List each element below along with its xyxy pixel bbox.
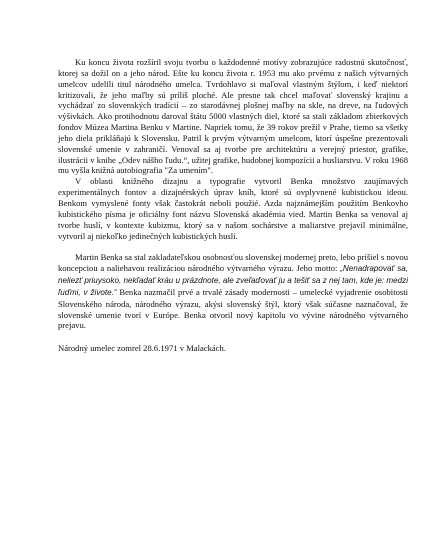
paragraph-spacer [58,331,408,343]
paragraph-legacy [58,252,408,331]
paragraph-book-design: V oblasti knižného dizajnu a typografie vytvoril Benka množstvo zaujímavých experimentálnych fontov a dizajnérských úprav kníh, ktoré sú ovplyvnené kubistickou ideou. Benkom vymyslené fonty však častokrát neboli použié. Azda najznámejším použitím Benkovho kubistického písma je oficiálny font názvu Slovenská akadémia vied. Martin Benka sa venoval aj tvorbe huslí, v kontexte kubizmu, ktorý sa v našom sochárstve a maliarstve prejavil minimálne, vytvoril aj niekoľko jedinečných kubistických huslí. [58,176,408,241]
paragraph-late-works: Ku koncu života rozšíril svoju tvorbu o každodenné motívy zobrazujúce radostnú skutočnosť, ktorej sa dožil on a jeho národ. Ešte ku koncu života r. 1953 mu ako prvému z našich výtvarných umelcov udelili titul národného umelca. Tvrdohlavo si maľoval vlastným štýlom, i keď niektorí kritizovali, že jeho maľby sú príliš ploché. Ale presne tak chcel maľovať slovenský krajinu a vychádzať zo slovenských tradícií – zo starodávnej plošnej maľby na skle, na dreve, na ľudových výšivkách. Ako protihodnotu daroval štátu 5000 vlastných diel, ktoré sa stali základom zbierkových fondov Múzea Martina Benku v Martine. Napriek tomu, že 39 rokov prežil v Prahe, tiemo sa všetky jeho diela prikláňajú k Slovensku. Patril k prvým výtvarným umelcom, ktorí úspešne prezentovali slovenské umenie v zahraničí. Venoval sa aj tvorbe pre architektúru a verejný priestor, grafike, ilustrácii v knihe „Odev nášho ľudu.“, užitej grafike, hudobnej kompozícii a husliarstvu. V roku 1968 mu vyšla knižná autobiografia "Za umením". [58,57,408,176]
motto-quote: „Nenadrapovať sa, neliezť priuysoko, nekľadať kráu u prázdnote, ale zveľaďovať ju a tešiť sa z nej tam, kde je: medzi ľuďmi, v živote.“ [58,264,408,297]
legacy-intro-text: Martin Benka sa stal zakladateľskou osobnosťou slovenskej modernej preto, lebo prišiel s novou koncepciou a naliehavou realizáciou národného výtvarného výrazu. Jeho motto: [58,252,408,274]
paragraph-spacer [58,241,408,252]
closing-line: Národný umelec zomrel 28.6.1971 v Malackách. [58,343,226,354]
legacy-closing-text: Benka nazmačil prvé a trvalé zásady modernosti – umelecké vyjadrenie osobitosti Slovenského národa, národného výrazu, akýsi slovenský štýl, ktorý však súčasne naznačoval, že slovenské umenie tvorí v Európe. Benka otvoril nový kapitolu vo vývine národného výtvarného prejavu. [58,286,409,331]
document-page [58,57,408,354]
